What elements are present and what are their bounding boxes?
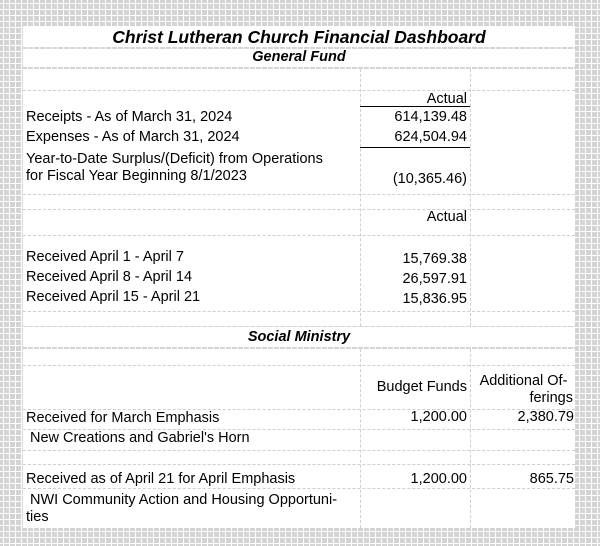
- expenses-underline: [360, 147, 470, 148]
- march-emphasis-detail: New Creations and Gabriel's Horn: [30, 430, 250, 446]
- receipts-label: Receipts - As of March 31, 2024: [26, 109, 233, 125]
- surplus-value: (10,365.46): [392, 171, 467, 187]
- receipts-value: 614,139.48: [394, 109, 467, 125]
- april-additional-value: 865.75: [529, 471, 574, 487]
- general-fund-heading: General Fund: [252, 49, 346, 65]
- budget-funds-header: Budget Funds: [376, 379, 467, 395]
- additional-offerings-header-line2: ferings: [529, 390, 573, 406]
- april-budget-value: 1,200.00: [410, 471, 467, 487]
- april-emphasis-label: Received as of April 21 for April Emphasis: [26, 471, 296, 487]
- expenses-label: Expenses - As of March 31, 2024: [26, 129, 240, 145]
- march-emphasis-label: Received for March Emphasis: [26, 410, 220, 426]
- social-ministry-heading-bar: [23, 328, 575, 347]
- actual-header-underline: [360, 106, 470, 107]
- general-fund-section: [23, 69, 575, 326]
- weekly-actual-header: Actual: [426, 209, 467, 225]
- expenses-value: 624,504.94: [394, 129, 467, 145]
- weekly-label-3: Received April 15 - April 21: [26, 289, 201, 305]
- march-budget-value: 1,200.00: [410, 409, 467, 425]
- weekly-label-2: Received April 8 - April 14: [26, 269, 193, 285]
- social-ministry-section: [23, 349, 575, 528]
- weekly-value-1: 15,769.38: [402, 251, 467, 267]
- title-bar: [23, 26, 575, 47]
- weekly-value-2: 26,597.91: [402, 271, 467, 287]
- general-fund-heading-bar: [23, 49, 575, 67]
- weekly-value-3: 15,836.95: [402, 291, 467, 307]
- march-additional-value: 2,380.79: [517, 409, 574, 425]
- april-emphasis-detail-line1: NWI Community Action and Housing Opportuni-: [30, 492, 338, 508]
- actual-header: Actual: [426, 91, 467, 107]
- april-emphasis-detail-line2: ties: [26, 509, 49, 525]
- surplus-label-line2: for Fiscal Year Beginning 8/1/2023: [26, 168, 247, 184]
- additional-offerings-header-line1: Additional Of-: [479, 373, 568, 389]
- social-ministry-heading: Social Ministry: [247, 329, 351, 345]
- weekly-label-1: Received April 1 - April 7: [26, 249, 184, 265]
- dashboard-title: Christ Lutheran Church Financial Dashboard: [112, 27, 486, 47]
- surplus-label-line1: Year-to-Date Surplus/(Deficit) from Operations: [26, 151, 323, 167]
